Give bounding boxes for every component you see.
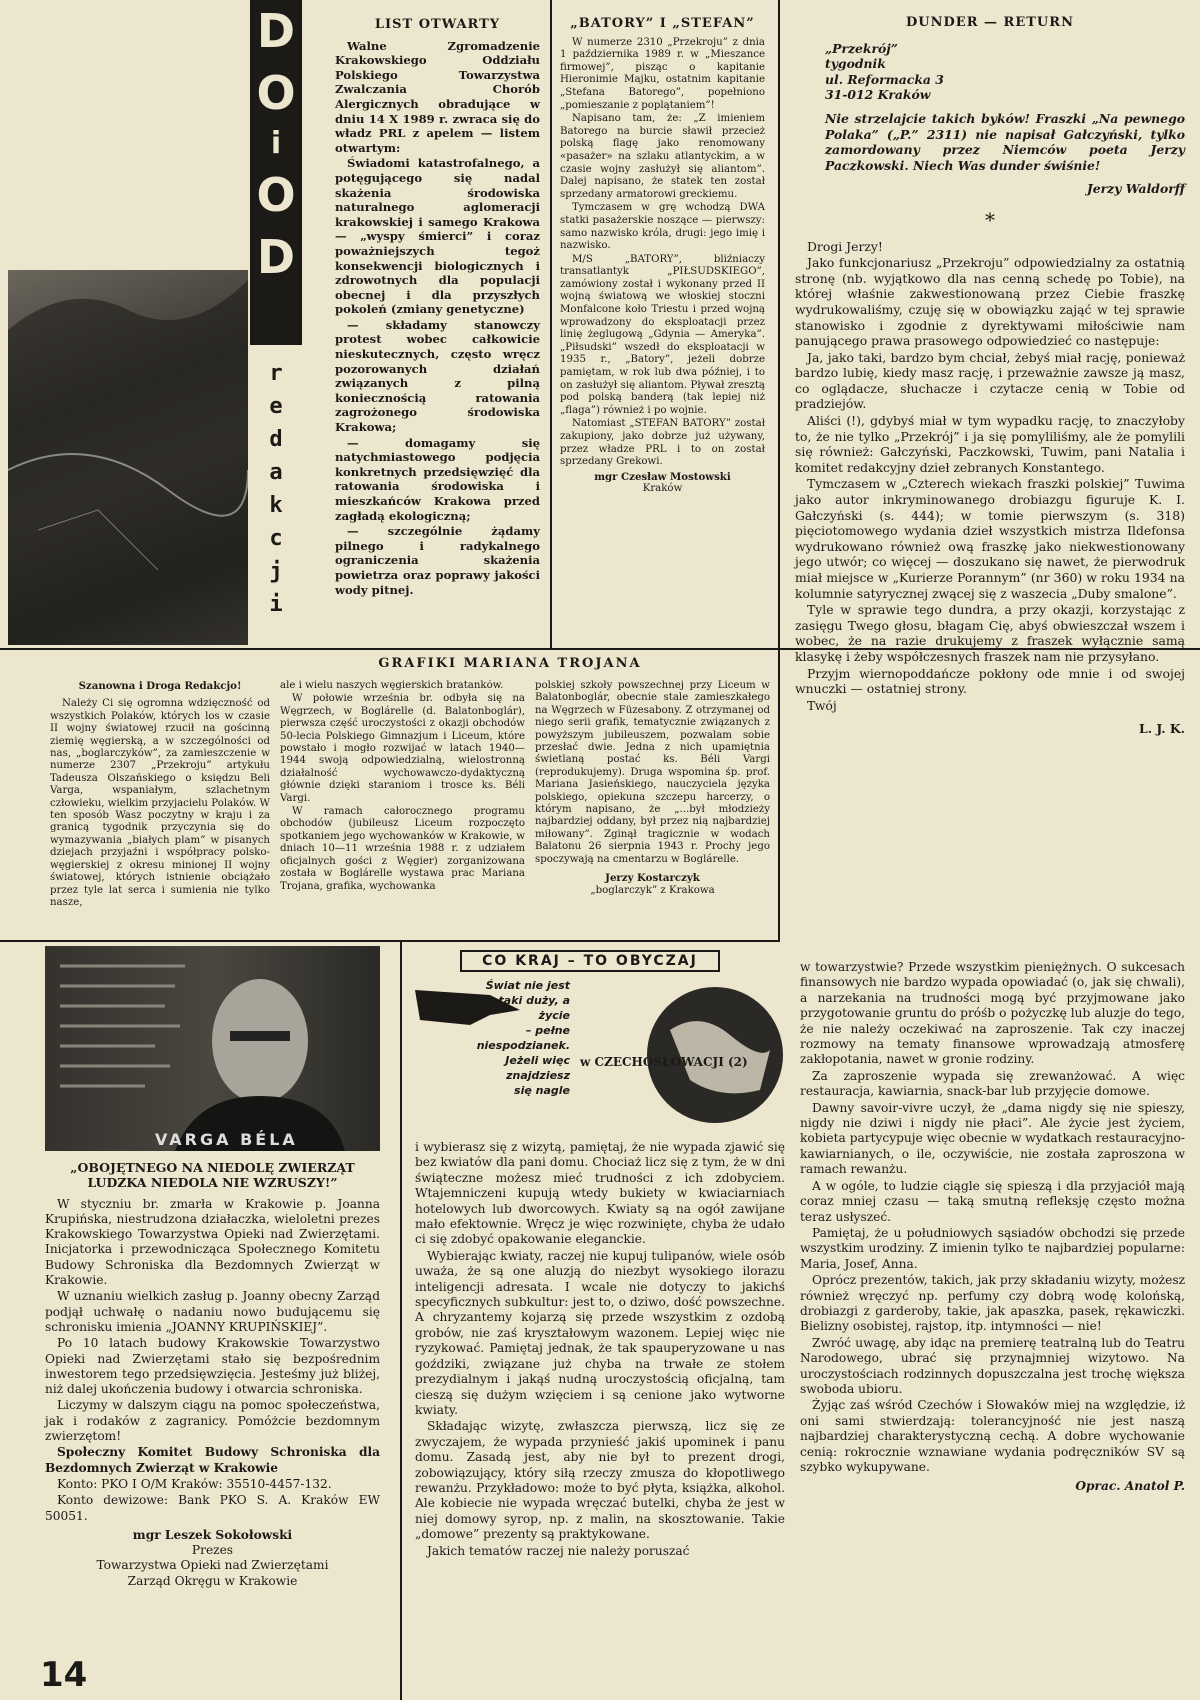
article-dunder-return — [795, 15, 1185, 737]
paragraph: Pamiętaj, że u południowych sąsiadów obchodzi się przede wszystkim urodziny. Z imienin tylko te najbardziej popularne: Maria, Josef, Anna. — [800, 1225, 1185, 1271]
paragraph: Świadomi katastrofalnego, a potęgującego się nadal skażenia środowiska naturalnego aglomeracji krakowskiej i samego Krakowa — „wyspy śmierci” i coraz poważniejszych tegoż konsekwencji biologicznych i zdrowotnych dla populacji obecnej i dla przyszłych pokoleń (zmiany genetyczne) — [335, 156, 540, 317]
signature-line: Prezes — [191, 1543, 234, 1558]
lead-line: taki duży, a życie — [498, 994, 570, 1022]
paragraph: i wybierasz się z wizytą, pamiętaj, że nie wypada zjawić się bez kwiatów dla pani domu. Chociaż licz się z tym, że w dni świąteczne możesz mieć trudności z ich zdobyciem. Wtajemniczeni kupują wtedy bukiety w kwiaciarniach hotelowych lub dworcowych. Kwiaty są na ogół zawijane mało efektownie. Wręcz je więc rozwinięte, chyba że udało ci się zdobyć opakowanie eleganckie. — [415, 1140, 785, 1247]
header-letter: i — [269, 592, 283, 617]
address-line: ul. Reformacka 3 — [825, 71, 944, 87]
header-letter: D — [256, 230, 296, 284]
signature: mgr Leszek Sokołowski — [132, 1527, 293, 1542]
paragraph: w towarzystwie? Przede wszystkim pieniężnych. O sukcesach finansowych nie bardzo wypada opowiadać (o, jak się chwali), a narzekania na trudności mogą być przyjmowane jako przygotowanie gruntu do próśb o pożyczkę lub aluzje do tego, że nie należy oczekiwać na zaproszenie. Tak czy inaczej rozmowy na tematy finansowe wprowadzają atmosferę zakłopotania, nawet w gronie rodziny. — [800, 960, 1185, 1067]
article-batory — [560, 18, 765, 496]
header-letter: c — [269, 526, 283, 551]
co-kraj-col-1 — [415, 1140, 785, 1560]
grafiki-col-1 — [50, 680, 270, 935]
paragraph: — domagamy się natychmiastowego podjęcia konkretnych przedsięwzięć dla ratowania środowiska i mieszkańców Krakowa przed zagładą ekologiczną; — [335, 435, 540, 523]
header-letter: k — [269, 493, 283, 518]
article-list-otwarty — [335, 18, 540, 598]
separator-star: * — [985, 207, 995, 232]
header-letter: j — [269, 559, 283, 584]
paragraph: Społeczny Komitet Budowy Schroniska dla Bezdomnych Zwierząt w Krakowie — [45, 1445, 380, 1475]
page-number: 14 — [40, 1655, 88, 1695]
landscape-engraving — [8, 270, 248, 645]
paragraph: Jakich tematów raczej nie należy poruszać — [427, 1543, 690, 1558]
grafiki-col-3 — [535, 680, 770, 897]
paragraph: Składając wizytę, zwłaszcza pierwszą, licz się ze zwyczajem, że wypada przynieść jakiś upominek i panu domu. Zasadą jest, aby nie był to prezent drogi, zobowiązujący, który siłą rzeczy zmusza do kłopotliwego rewanżu. Przykładowo: może to być płyta, książka, alkohol. Ale kobiecie nie wypada wręczać butelki, chyba że jest w niej domowy syrop, np. z malin, na skosztowanie. Takie „domowe” prezenty są praktykowane. — [415, 1419, 785, 1542]
paragraph: Konto: PKO I O/M Kraków: 35510-4457-132. — [57, 1476, 332, 1491]
signature: L. J. K. — [1139, 721, 1185, 737]
paragraph: Drogi Jerzy! — [807, 238, 883, 254]
header-letter: a — [269, 460, 283, 485]
address-line: „Przekrój” — [825, 40, 898, 56]
paragraph: Wybierając kwiaty, raczej nie kupuj tulipanów, wiele osób uważa, że są one aluzją do niezbyt wysokiego ilorazu inteligencji adresata. I wcale nie dotyczy to jakichś specyficznych subkultur: jest to, o dziwo, dość powszechne. A chryzantemy kojarzą się przede wszystkim z ozdobą grobów, nie zaś kryształowym wazonem. Lepiej więc nie ryzykować. Pamiętaj jednak, że tak spauperyzowane u nas goździki, związane już chyba na trwałe ze stołem prezydialnym i jakąś nudną uroczystością oficjalną, tam cieszą się dużym wzięciem i są cenione jako wytworne kwiaty. — [415, 1248, 785, 1417]
salutation: Szanowna i Droga Redakcjo! — [78, 680, 242, 692]
paragraph: Po 10 latach budowy Krakowskie Towarzystwo Opieki nad Zwierzętami stało się bezpośrednim inwestorem tego przedsięwzięcia. Jesteśmy już bliżej, niż dalej ukończenia budowy i otwarcia schroniska. — [45, 1336, 380, 1397]
paragraph: Zwróć uwagę, aby idąc na premierę teatralną lub do Teatru Narodowego, ubrać się przynajmniej wizytowo. Na uroczystościach rodzinnych dopuszczalna jest trochę większa swoboda ubioru. — [800, 1335, 1185, 1396]
paragraph: Natomiast „STEFAN BATORY” został zakupiony, jako dobrze już używany, przez władze PRL i to on został sprzedany Grekowi. — [560, 418, 765, 468]
paragraph: Napisano tam, że: „Z imieniem Batorego na burcie sławił przecież polską flagę jako renomowany «pasażer» na szlaku atlantyckim, a w czasie wojny zasłużył się aliantom”. Dalej napisano, że statek ten został sprzedany armatorowi greckiemu. — [560, 113, 765, 200]
grafiki-col-2 — [280, 680, 525, 935]
divider — [0, 940, 780, 942]
article-title: DUNDER — RETURN — [906, 15, 1074, 30]
co-kraj-header — [410, 950, 790, 1135]
lead-line: Świat nie jest — [485, 979, 570, 992]
lead-line: – pełne niespodzianek. — [476, 1024, 570, 1052]
paragraph: — składamy stanowczy protest wobec całkowicie nieskutecznych, często wręcz pozorowanych działań związanych z pilną koniecznością ratowania zagrożonego środowiska Krakowa; — [335, 317, 540, 435]
divider — [550, 0, 552, 648]
signature-place: Kraków — [642, 483, 683, 495]
header-letter: d — [269, 427, 283, 452]
column-header-do-i-od — [250, 0, 302, 645]
lead-line: Jeżeli więc znajdziesz — [505, 1054, 570, 1082]
header-letter: e — [269, 394, 283, 419]
section-title: CO KRAJ – TO OBYCZAJ — [460, 950, 720, 972]
co-kraj-col-2 — [800, 960, 1185, 1495]
paragraph: Liczymy w dalszym ciągu na pomoc społeczeństwa, jak i rodaków z zagranicy. Pomóżcie bezdomnym zwierzętom! — [45, 1398, 380, 1444]
paragraph: Żyjąc zaś wśród Czechów i Słowaków miej na względzie, iż oni sami stwierdzają: tolerancyjność nie jest naszą najbardziej charakterystyczną cechą. A dobre wychowanie cenią: rokrocznie wznawiane wydania podręczników SV są szybko wykupywane. — [800, 1398, 1185, 1474]
paragraph: Walne Zgromadzenie Krakowskiego Oddziału Polskiego Towarzystwa Zwalczania Chorób Alergicznych obradujące w dniu 14 X 1989 r. zwraca się do władz PRL z apelem — listem otwartym: — [335, 38, 540, 155]
paragraph: Tymczasem w grę wchodzą DWA statki pasażerskie noszące — pierwszy: samo nazwisko króla, drugi: jego imię i nazwisko. — [560, 202, 765, 252]
paragraph: Należy Ci się ogromna wdzięczność od wszystkich Polaków, których los w czasie II wojny światowej rzucił na gościnną ziemię węgierską, a w szczególności od nas, „boglarczyków”, za zamieszczenie w numerze 2307 „Przekroju” artykułu Tadeusza Olszańskiego o księdzu Beli Varga, wspaniałym, szlachetnym człowieku, wielkim przyjacielu Polaków. W ten sposób Wasz poczytny w kraju i za granicą tygodnik przyczynia się do wymazywania „białych plam” w pisanych dziejach przyjaźni i współpracy polsko-węgierskiej z okresu minionej II wojny światowej, których istnienie obciążało przez tyle lat serca i sumienia nie tylko nasze, — [50, 698, 270, 908]
paragraph: W połowie września br. odbyła się na Węgrzech, w Boglárelle (d. Balatonboglár), pierwsza część uroczystości z okazji obchodów 50-lecia Polskiego Gimnazjum i Liceum, które powstało i mogło rozwijać w latach 1940—1944 swoją odpowiedzialną, wielostronną działalność wychowawczo-dydaktyczną głównie dzięki staraniom i trosce ks. Béli Vargi. — [280, 693, 525, 804]
paragraph: W styczniu br. zmarła w Krakowie p. Joanna Krupińska, niestrudzona działaczka, wieloletni prezes Krakowskiego Towarzystwa Opieki nad Zwierzętami. Inicjatorka i przewodnicząca Społecznego Komitetu Budowy Schroniska dla Bezdomnych Zwierząt w Krakowie. — [45, 1196, 380, 1288]
header-letter: r — [269, 361, 283, 386]
paragraph: Przyjm wiernopoddańcze pokłony ode mnie i od swojej wnuczki — ostatniej strony. — [795, 665, 1185, 697]
paragraph: A w ogóle, to ludzie ciągle się spieszą i dla przyjaciół mają coraz mniej czasu — taką smutną refleksję często można teraz usłyszeć. — [800, 1178, 1185, 1224]
note: Nie strzelajcie takich byków! Fraszki „Na pewnego Polaka” („P.” 2311) nie napisał Gałczyński, tylko zamordowany przez Niemców poeta Jerzy Paczkowski. Niech Was dunder świśnie! — [825, 110, 1185, 173]
paragraph: polskiej szkoły powszechnej przy Liceum w Balatonboglár, obecnie stale zamieszkałego na Węgrzech w Füzesabony. Z otrzymanej od niego serii grafik, tematycznie związanych z powyższym jubileuszem, pozwalam sobie przesłać dwie. Jedna z nich upamiętnia świetlaną postać ks. Béli Vargi (reprodukujemy). Druga wspomina śp. prof. Mariana Jasieńskiego, nauczyciela języka polskiego, opiekuna szczepu harcerzy, o którym napisano, że „...był młodzieży najbardziej oddany, był przez nią najbardziej miłowany”. Zginął tragicznie w wodach Balatonu 26 sierpnia 1943 r. Prochy jego spoczywają na cmentarzu w Boglárelle. — [535, 680, 770, 865]
portrait-engraving-bela-varga — [45, 946, 380, 1151]
paragraph: W numerze 2310 „Przekroju” z dnia 1 października 1989 r. w „Mieszance firmowej”, pisząc o kapitanie Hieronimie Majku, ostatnim kapitanie „Stefana Batorego”, popełniono „pomieszanie z poplątaniem”! — [560, 36, 765, 111]
engraving-caption: VARGA BÉLA — [155, 1130, 298, 1149]
paragraph: Aliści (!), gdybyś miał w tym wypadku rację, to znaczyłoby to, że nie tylko „Przekrój” i ja się pomyliliśmy, ale że pomylili się również: Gałczyński, Paczkowski, Tuwim, pani Natalia i komitet redakcyjny dzieł zebranych Konstantego. — [795, 413, 1185, 475]
address-line: tygodnik — [825, 56, 886, 72]
paragraph: M/S „BATORY”, bliźniaczy transatlantyk „PIŁSUDSKIEGO”, zamówiony został i wykonany przed II wojną światową we włoskiej stoczni Monfalcone koło Triestu i przed wojną wprowadzony do eksploatacji przez linię żeglugową „Gdynia — Ameryka”. „Piłsudski” wszedł do eksploatacji w 1935 r., „Batory”, jeżeli dobrze pamiętam, w rok lub dwa później, i to on zasłużył się aliantom. Pływał zresztą pod polską banderą (tak lepiej niż „flaga”) również i po wojnie. — [560, 253, 765, 416]
paragraph: Konto dewizowe: Bank PKO S. A. Kraków EW 50051. — [45, 1493, 380, 1523]
paragraph: Twój — [807, 697, 837, 713]
header-letter: O — [256, 66, 296, 120]
article-title: LIST OTWARTY — [374, 17, 501, 32]
signature: Oprac. Anatol P. — [1075, 1479, 1185, 1494]
article-title: „OBOJĘTNEGO NA NIEDOLĘ ZWIERZĄT LUDZKA NIEDOLA NIE WZRUSZY!” — [70, 1160, 355, 1191]
divider — [400, 942, 402, 1700]
paragraph: W uznaniu wielkich zasług p. Joanny obecny Zarząd podjął uchwałę o nadaniu nowo budującemu się schronisku imienia „JOANNY KRUPIŃSKIEJ”. — [45, 1289, 380, 1334]
paragraph: — szczególnie żądamy pilnego i radykalnego ograniczenia skażenia powietrza oraz poprawy jakości wody pitnej. — [335, 524, 540, 597]
paragraph: Ja, jako taki, bardzo bym chciał, żebyś miał rację, ponieważ bardzo lubię, kiedy masz rację, i przeważnie zawsze ją masz, co oglądacze, słuchacze i czytacze cenią w Tobie od pradziejów. — [795, 349, 1185, 412]
paragraph: Oprócz prezentów, takich, jak przy składaniu wizyty, możesz również wręczyć np. perfumy czy dobrą wodę kolońską, drobiazgi z garderoby, takie, jak apaszka, pasek, rękawiczki. Bielizny osobistej, rajstop, itp. intymności — nie! — [800, 1273, 1185, 1334]
signature-line: Towarzystwa Opieki nad Zwierzętami — [96, 1558, 329, 1573]
paragraph: ale i wielu naszych węgierskich bratanków. — [280, 680, 504, 691]
signature-line: Zarząd Okręgu w Krakowie — [127, 1573, 298, 1588]
divider — [778, 0, 780, 940]
country-heading: w CZECHOSŁOWACJI (2) — [580, 1055, 748, 1069]
paragraph: Tymczasem w „Czterech wiekach fraszki polskiej” Tuwima jako autor inkryminowanego drobiazgu figuruje K. I. Gałczyński (s. 444); w tomie pierwszym (s. 318) pięciotomowego wydania dzieł wszystkich mistrza Ildefonsa wydrukowano również ową fraszkę jako niekwestionowany jego utwór; co więcej — doszukano się nawet, że pierwodruk miał miejsce w „Kurierze Porannym” (nr 360) w roku 1934 na kolumnie satyrycznej zwącej się z waszecia „Duby smalone”. — [795, 476, 1185, 601]
paragraph: Za zaproszenie wypada się zrewanżować. A więc restauracja, kawiarnia, snack-bar lub przyjęcie domowe. — [800, 1068, 1185, 1099]
article-title: „BATORY” I „STEFAN” — [570, 16, 755, 31]
header-letter: i — [270, 126, 282, 161]
paragraph: Jako funkcjonariusz „Przekroju” odpowiedzialny za ostatnią stronę (nb. wyjątkowo dla nas cenną schedę po Tobie), na której właśnie zakwestionowaną przez Ciebie fraszkę wydrukowaliśmy, czuję się w obowiązku zająć w tej sprawie stanowisko i zgodnie z dyrektywami miłościwie nam panującego prawa prasowego odpowiedzieć co następuje: — [795, 255, 1185, 349]
paragraph: W ramach całorocznego programu obchodów (jubileusz Liceum rozpoczęto spotkaniem jego wychowanków w Krakowie, w dniach 10—11 września 1988 r. z udziałem oficjalnych gości z Węgier) zorganizowana została w Boglárelle wystawa prac Mariana Trojana, grafika, wychowanka — [280, 806, 525, 892]
signature-sub: „boglarczyk” z Krakowa — [590, 884, 715, 896]
lead-line: się nagle — [514, 1084, 570, 1097]
article-title: GRAFIKI MARIANA TROJANA — [378, 656, 642, 671]
paragraph: Tyle w sprawie tego dundra, a przy okazji, korzystając z zasięgu Twego głosu, błagam Cię, abyś obwieszczał wszem i wobec, że na razie drukujemy z fraszek wyłącznie samą klasykę i żeby współczesnych fraszek nam nie przysyłano. — [795, 602, 1185, 664]
signature: Jerzy Waldorff — [1086, 181, 1185, 197]
signature: Jerzy Kostarczyk — [605, 872, 700, 885]
address-line: 31-012 Kraków — [825, 87, 931, 103]
signature: mgr Czesław Mostowski — [594, 470, 731, 483]
header-letter: O — [256, 168, 296, 222]
paragraph: Dawny savoir-vivre uczył, że „dama nigdy się nie spieszy, nigdy nie dziwi i nigdy nie płaci”. Ale życie jest życiem, kobieta partycypuje więc obecnie w wydatkach restauracyjno-kawiarnianych, o ile, oczywiście, nie została zaproszona w ramach rewanżu. — [800, 1100, 1185, 1177]
article-obojetnego — [45, 1160, 380, 1589]
header-letter: D — [256, 4, 296, 58]
